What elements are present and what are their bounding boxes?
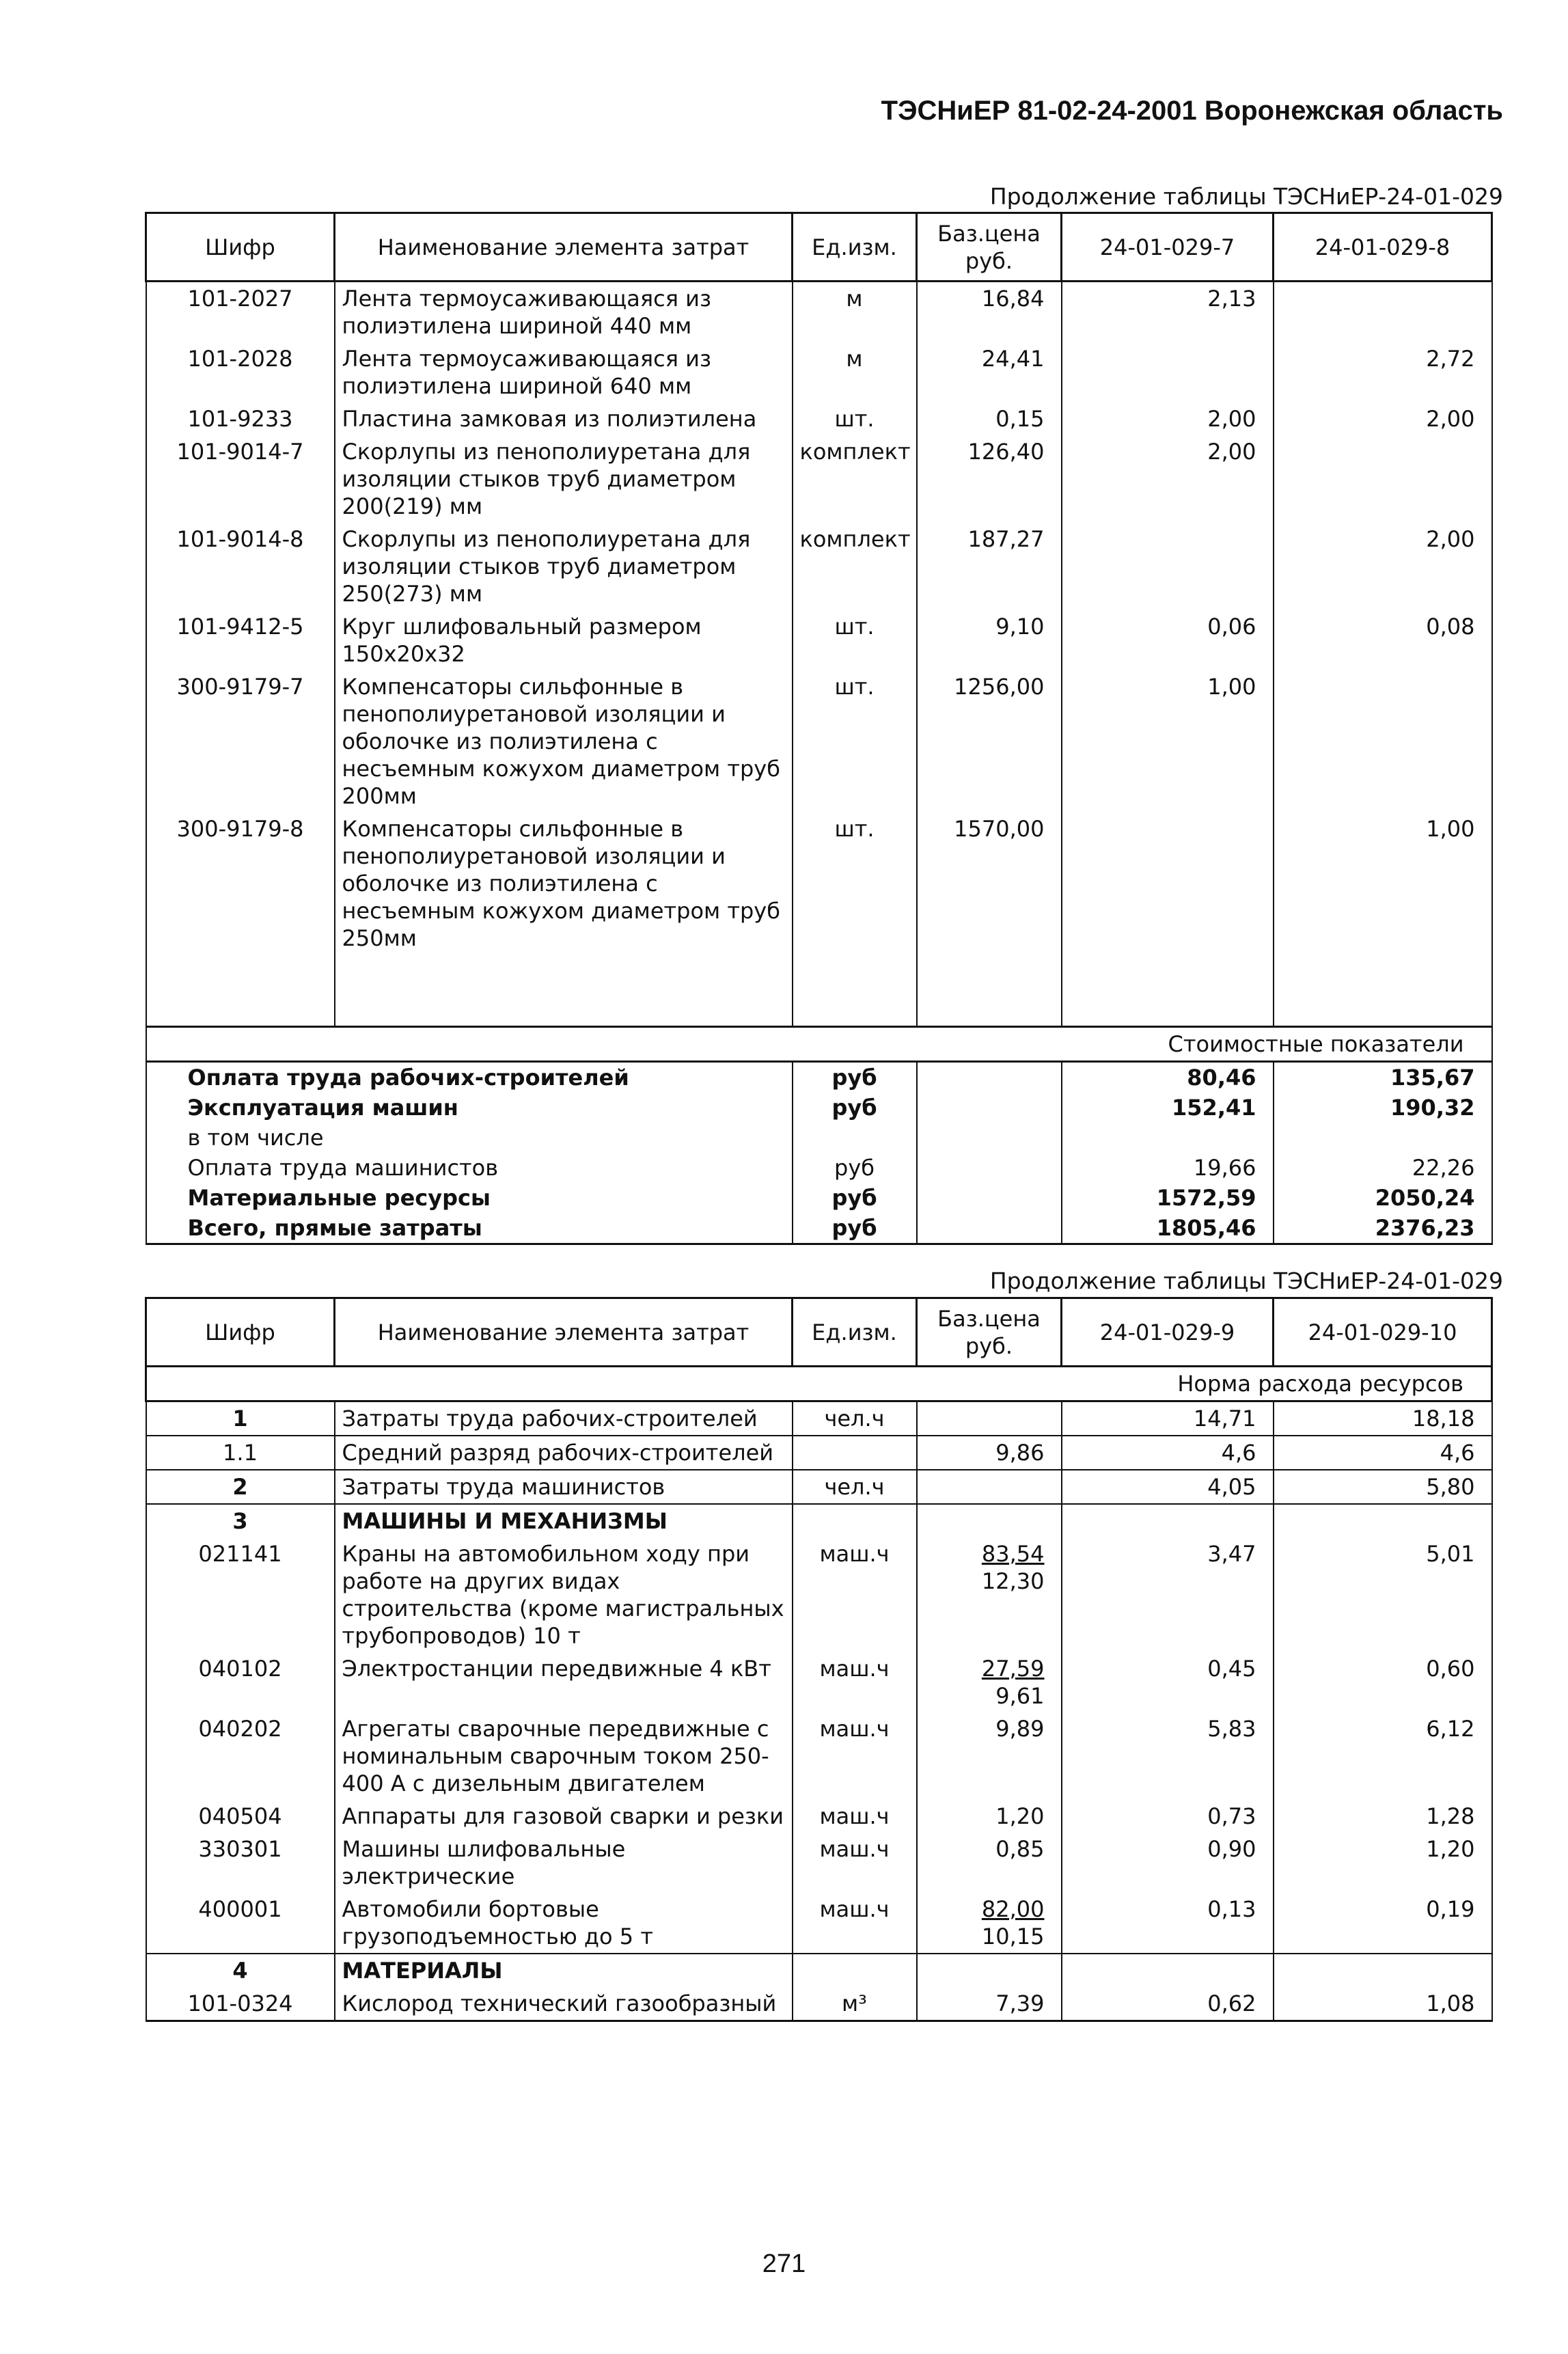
resource-code: 101-9233 [146,402,335,435]
base-price-cell [917,1987,1062,2021]
norm-value-10: 18,18 [1274,1401,1492,1436]
resource-name: Электростанции передвижные 4 кВт [335,1652,793,1712]
table-row [146,1987,1492,2021]
base-price-cell [917,1537,1062,1652]
base-price: 27,59 [981,1656,1045,1682]
base-price-cell [917,1954,1062,1987]
resource-unit: комплект [793,523,917,610]
resource-name: Пластина замковая из полиэтилена [335,402,793,435]
summary-row [146,1093,1492,1123]
summary-row [146,1153,1492,1183]
resource-code: 101-9014-8 [146,523,335,610]
base-price: 0,85 [995,1836,1045,1862]
resource-unit: маш.ч [793,1652,917,1712]
resource-name: Компенсаторы сильфонные в пенополиуретановой изоляции и оболочке из полиэтилена с несъемным кожухом диаметром труб 200мм [335,670,793,812]
base-price: 187,27 [917,523,1062,610]
table1-caption: Продолжение таблицы ТЭСНиЕР-24-01-029 [989,183,1503,210]
page-number: 271 [762,2249,806,2278]
norm-value-7: 1,00 [1062,670,1274,812]
resource-code: 101-9014-7 [146,435,335,523]
summary-value-7: 1572,59 [1062,1183,1274,1213]
table-row [146,1712,1492,1800]
summary-unit: руб [793,1093,917,1123]
resource-unit: маш.ч [793,1833,917,1893]
col-header-norm-9: 24-01-029-9 [1062,1298,1274,1367]
summary-value-7: 152,41 [1062,1093,1274,1123]
norm-value-10: 6,12 [1274,1712,1492,1800]
norm-value-9: 0,62 [1062,1987,1274,2021]
resource-name: Затраты труда рабочих-строителей [335,1401,793,1436]
base-price: 1570,00 [917,812,1062,955]
resource-name: Автомобили бортовые грузоподъемностью до 5 т [335,1893,793,1954]
norm-value-8 [1274,435,1492,523]
resource-table-2 [145,1297,1493,2022]
resource-name: Скорлупы из пенополиуретана для изоляции стыков труб диаметром 250(273) мм [335,523,793,610]
cost-indicators-header: Стоимостные показатели [146,1027,1492,1062]
base-price: 0,15 [917,402,1062,435]
resource-unit: чел.ч [793,1401,917,1436]
norm-value-7: 0,06 [1062,610,1274,670]
summary-value-8: 22,26 [1274,1153,1492,1183]
base-price: 9,86 [995,1440,1045,1466]
table-row [146,282,1492,343]
table-row [146,342,1492,402]
summary-unit: руб [793,1213,917,1244]
summary-label: в том числе [146,1123,793,1153]
resource-name: МАШИНЫ И МЕХАНИЗМЫ [335,1504,793,1537]
col-header-price: Баз.цена руб. [917,213,1062,282]
norm-value-9: 4,05 [1062,1470,1274,1504]
resource-unit: м [793,342,917,402]
table-row [146,1954,1492,1987]
summary-row [146,1183,1492,1213]
summary-value-8 [1274,1123,1492,1153]
resource-code: 040504 [146,1800,335,1833]
norm-value-10: 4,6 [1274,1436,1492,1470]
resource-code: 300-9179-7 [146,670,335,812]
table-row [146,435,1492,523]
table-row [146,812,1492,955]
table-row [146,670,1492,812]
resource-code: 300-9179-8 [146,812,335,955]
resource-code: 1 [146,1401,335,1436]
base-price-cell [917,1800,1062,1833]
base-price-cell [917,1833,1062,1893]
table2-caption: Продолжение таблицы ТЭСНиЕР-24-01-029 [989,1268,1503,1294]
col-header-name: Наименование элемента затрат [335,213,793,282]
col-header-code: Шифр [146,1298,335,1367]
resource-name: Лента термоусаживающаяся из полиэтилена шириной 640 мм [335,342,793,402]
col-header-code: Шифр [146,213,335,282]
norm-value-9: 14,71 [1062,1401,1274,1436]
norm-value-9 [1062,1954,1274,1987]
norm-value-10: 0,60 [1274,1652,1492,1712]
norm-value-7 [1062,523,1274,610]
machinist-wage: 9,61 [995,1683,1045,1709]
table-row [146,1893,1492,1954]
norm-value-7: 2,13 [1062,282,1274,343]
base-price-cell [917,1893,1062,1954]
resource-name: Компенсаторы сильфонные в пенополиуретановой изоляции и оболочке из полиэтилена с несъемным кожухом диаметром труб 250мм [335,812,793,955]
summary-label: Всего, прямые затраты [146,1213,793,1244]
norm-value-7: 2,00 [1062,435,1274,523]
summary-value-8: 135,67 [1274,1062,1492,1093]
summary-label: Оплата труда рабочих-строителей [146,1062,793,1093]
base-price: 1,20 [995,1803,1045,1829]
norm-header: Норма расхода ресурсов [146,1367,1492,1401]
base-price-cell [917,1401,1062,1436]
table-row [146,1833,1492,1893]
table-row [146,610,1492,670]
summary-unit: руб [793,1062,917,1093]
resource-code: 4 [146,1954,335,1987]
resource-code: 101-9412-5 [146,610,335,670]
document-header: ТЭСНиЕР 81-02-24-2001 Воронежская область [881,96,1503,126]
resource-code: 021141 [146,1537,335,1652]
resource-code: 101-0324 [146,1987,335,2021]
norm-value-10: 5,01 [1274,1537,1492,1652]
col-header-unit: Ед.изм. [793,1298,917,1367]
norm-value-10 [1274,1504,1492,1537]
base-price-cell [917,1652,1062,1712]
norm-value-10: 1,28 [1274,1800,1492,1833]
table-row [146,1436,1492,1470]
summary-empty [917,1213,1062,1244]
table-row [146,1401,1492,1436]
summary-label: Оплата труда машинистов [146,1153,793,1183]
norm-value-9: 5,83 [1062,1712,1274,1800]
resource-unit: маш.ч [793,1800,917,1833]
col-header-norm-8: 24-01-029-8 [1274,213,1492,282]
base-price-cell [917,1470,1062,1504]
norm-value-9: 3,47 [1062,1537,1274,1652]
resource-code: 040102 [146,1652,335,1712]
norm-value-8: 0,08 [1274,610,1492,670]
norm-value-9: 0,73 [1062,1800,1274,1833]
norm-value-8: 2,00 [1274,402,1492,435]
summary-label: Материальные ресурсы [146,1183,793,1213]
resource-name: Средний разряд рабочих-строителей [335,1436,793,1470]
resource-unit: м [793,282,917,343]
norm-value-8: 2,72 [1274,342,1492,402]
resource-name: Круг шлифовальный размером 150x20x32 [335,610,793,670]
summary-empty [917,1183,1062,1213]
resource-unit: маш.ч [793,1712,917,1800]
summary-row [146,1213,1492,1244]
base-price-cell [917,1436,1062,1470]
base-price: 83,54 [981,1541,1045,1567]
base-price: 126,40 [917,435,1062,523]
resource-name: Лента термоусаживающаяся из полиэтилена шириной 440 мм [335,282,793,343]
table-row [146,1504,1492,1537]
summary-row [146,1123,1492,1153]
col-header-price: Баз.цена руб. [917,1298,1062,1367]
base-price: 1256,00 [917,670,1062,812]
summary-empty [917,1123,1062,1153]
norm-value-10: 1,08 [1274,1987,1492,2021]
resource-name: Кислород технический газообразный [335,1987,793,2021]
resource-unit: шт. [793,812,917,955]
norm-value-9: 0,13 [1062,1893,1274,1954]
resource-code: 3 [146,1504,335,1537]
resource-unit: шт. [793,670,917,812]
table-row [146,1652,1492,1712]
base-price: 16,84 [917,282,1062,343]
base-price-cell [917,1504,1062,1537]
norm-value-7: 2,00 [1062,402,1274,435]
table1-summary [146,1062,1492,1244]
norm-value-10: 5,80 [1274,1470,1492,1504]
table-row [146,523,1492,610]
summary-value-7: 80,46 [1062,1062,1274,1093]
col-header-norm-10: 24-01-029-10 [1274,1298,1492,1367]
table-row [146,1800,1492,1833]
base-price-cell [917,1712,1062,1800]
resource-name: Аппараты для газовой сварки и резки [335,1800,793,1833]
summary-empty [917,1153,1062,1183]
resource-code: 2 [146,1470,335,1504]
col-header-name: Наименование элемента затрат [335,1298,793,1367]
resource-unit [793,1436,917,1470]
summary-value-8: 190,32 [1274,1093,1492,1123]
resource-code: 400001 [146,1893,335,1954]
machinist-wage: 12,30 [981,1568,1045,1594]
base-price: 9,10 [917,610,1062,670]
resource-unit: м³ [793,1987,917,2021]
resource-code: 1.1 [146,1436,335,1470]
resource-table-1 [145,212,1493,1245]
resource-code: 040202 [146,1712,335,1800]
norm-value-10: 0,19 [1274,1893,1492,1954]
summary-empty [917,1093,1062,1123]
resource-unit: шт. [793,610,917,670]
resource-unit: маш.ч [793,1893,917,1954]
norm-value-8: 2,00 [1274,523,1492,610]
norm-value-9: 0,90 [1062,1833,1274,1893]
table2-body [146,1401,1492,2021]
resource-unit: комплект [793,435,917,523]
summary-value-7: 1805,46 [1062,1213,1274,1244]
norm-value-8 [1274,282,1492,343]
resource-code: 330301 [146,1833,335,1893]
resource-name: Машины шлифовальные электрические [335,1833,793,1893]
table-row [146,1537,1492,1652]
resource-unit [793,1504,917,1537]
machinist-wage: 10,15 [981,1924,1045,1949]
norm-value-9 [1062,1504,1274,1537]
table-row [146,402,1492,435]
resource-name: МАТЕРИАЛЫ [335,1954,793,1987]
summary-label: Эксплуатация машин [146,1093,793,1123]
resource-unit [793,1954,917,1987]
resource-unit: чел.ч [793,1470,917,1504]
summary-unit [793,1123,917,1153]
base-price: 82,00 [981,1896,1045,1922]
base-price: 24,41 [917,342,1062,402]
norm-value-8 [1274,670,1492,812]
col-header-norm-7: 24-01-029-7 [1062,213,1274,282]
base-price: 7,39 [995,1990,1045,2016]
norm-value-8: 1,00 [1274,812,1492,955]
summary-unit: руб [793,1183,917,1213]
summary-unit: руб [793,1153,917,1183]
resource-name: Агрегаты сварочные передвижные с номинальным сварочным током 250-400 А с дизельным двигателем [335,1712,793,1800]
summary-empty [917,1062,1062,1093]
resource-code: 101-2028 [146,342,335,402]
summary-value-8: 2376,23 [1274,1213,1492,1244]
norm-value-10: 1,20 [1274,1833,1492,1893]
table-row [146,1470,1492,1504]
norm-value-7 [1062,342,1274,402]
resource-unit: маш.ч [793,1537,917,1652]
summary-value-7 [1062,1123,1274,1153]
table1-body [146,282,1492,955]
col-header-unit: Ед.изм. [793,213,917,282]
norm-value-10 [1274,1954,1492,1987]
resource-name: Затраты труда машинистов [335,1470,793,1504]
resource-unit: шт. [793,402,917,435]
resource-name: Краны на автомобильном ходу при работе на других видах строительства (кроме магистральных трубопроводов) 10 т [335,1537,793,1652]
norm-value-9: 0,45 [1062,1652,1274,1712]
base-price: 9,89 [995,1716,1045,1742]
resource-code: 101-2027 [146,282,335,343]
resource-name: Скорлупы из пенополиуретана для изоляции стыков труб диаметром 200(219) мм [335,435,793,523]
summary-value-7: 19,66 [1062,1153,1274,1183]
summary-row [146,1062,1492,1093]
summary-value-8: 2050,24 [1274,1183,1492,1213]
norm-value-7 [1062,812,1274,955]
norm-value-9: 4,6 [1062,1436,1274,1470]
